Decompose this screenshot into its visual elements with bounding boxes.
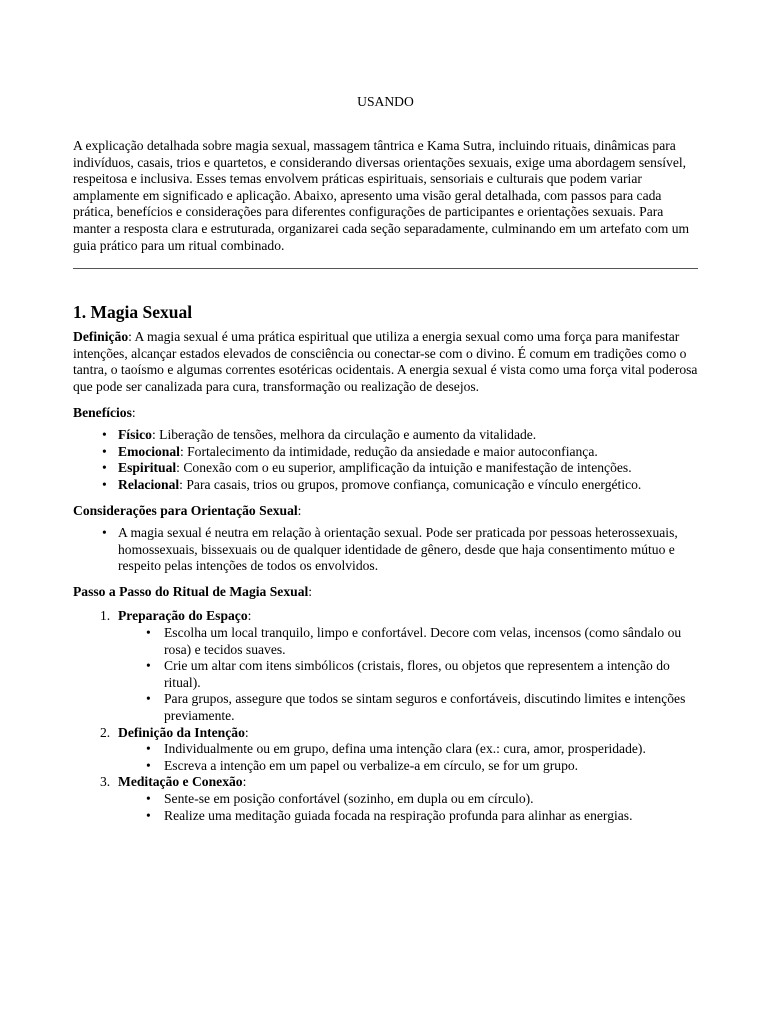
section-divider [73,268,698,269]
benefit-label: Emocional [118,443,180,459]
definition-text: : A magia sexual é uma prática espiritual que utiliza a energia sexual como uma força para manifestar intenções, alcançar estados elevados de consciência ou conectar-se com o divino. É comum em tradições como o tantra, o taoísmo e algumas correntes esotéricas ocidentais. A energia sexual é vista como uma força vital poderosa que pode ser canalizada para cura, transformação ou realização de desejos. [73,329,698,394]
benefit-text: : Fortalecimento da intimidade, redução da ansiedade e maior autoconfiança. [179,443,598,459]
orientation-list [73,525,698,575]
section-heading: 1. Magia Sexual [73,302,193,323]
step-label: Meditação e Conexão [118,774,243,790]
benefits-heading [73,405,698,422]
list-item [118,477,698,494]
step-sublist [118,791,698,824]
list-item: • Individualmente ou em grupo, defina uma intenção clara (ex.: cura, amor, prosperidade). [164,741,698,758]
steps-list [73,608,698,824]
step-number: 3. [100,774,111,790]
step-label: Preparação do Espaço [118,608,248,624]
orientation-label: Considerações para Orientação Sexual [73,502,298,518]
benefit-label: Relacional [118,476,180,492]
document-title: USANDO [357,94,414,109]
intro-paragraph: A explicação detalhada sobre magia sexual, massagem tântrica e Kama Sutra, incluindo rituais, dinâmicas para indivíduos, casais, trios e quartetos, e considerando diversas orientações sexuais, exige uma abordagem sensível, respeitosa e inclusiva. Esses temas envolvem práticas espirituais, sensoriais e culturais que podem variar amplamente em significado e aplicação. Abaixo, apresento uma visão geral detalhada, com passos para cada prática, benefícios e considerações para diferentes configurações de participantes e orientações sexuais. Para manter a resposta clara e estruturada, organizarei cada seção separadamente, culminando em um artefato com um guia prático para um ritual combinado. [73,138,690,253]
benefit-text: : Liberação de tensões, melhora da circulação e aumento da vitalidade. [151,427,537,443]
step-colon: : [244,724,249,740]
list-item [118,427,698,444]
list-item: • A magia sexual é neutra em relação à orientação sexual. Pode ser praticada por pessoas heterossexuais, homossexuais, bissexuais ou de qualquer identidade de gênero, desde que haja consentimento mútuo e respeito pelas intenções de todos os envolvidos. [118,525,698,575]
list-item: • Escreva a intenção em um papel ou verbalize-a em círculo, se for um grupo. [164,758,698,775]
list-item: • Escolha um local tranquilo, limpo e confortável. Decore com velas, incensos (como sândalo ou rosa) e tecidos suaves. [164,625,698,658]
step-number: 2. [100,724,111,740]
benefits-colon: : [131,404,136,420]
step-colon: : [242,774,247,790]
steps-colon: : [308,583,313,599]
step-item [100,724,698,775]
step-colon: : [247,608,252,624]
definition-label: Definição [73,329,129,345]
orientation-heading [73,503,698,520]
list-item: • Para grupos, assegure que todos se sintam seguros e confortáveis, discutindo limites e intenções previamente. [164,691,698,724]
list-item: • Crie um altar com itens simbólicos (cristais, flores, ou objetos que representem a intenção do ritual). [164,658,698,691]
benefits-list [73,427,698,493]
step-label: Definição da Intenção [118,724,245,740]
benefits-label: Benefícios [73,404,132,420]
benefit-text: : Para casais, trios ou grupos, promove confiança, comunicação e vínculo energético. [179,476,642,492]
document-page [73,0,698,824]
benefit-label: Espiritual [118,460,177,476]
orientation-colon: : [297,502,302,518]
definition-paragraph [73,329,698,395]
benefit-text: : Conexão com o eu superior, amplificação da intuição e manifestação de intenções. [176,460,632,476]
step-number: 1. [100,608,111,624]
step-sublist [118,625,698,725]
list-item [118,444,698,461]
steps-heading [73,584,698,601]
list-item [118,460,698,477]
list-item: • Realize uma meditação guiada focada na respiração profunda para alinhar as energias. [164,808,698,825]
steps-label: Passo a Passo do Ritual de Magia Sexual [73,583,309,599]
step-item [100,774,698,824]
step-sublist [118,741,698,774]
benefit-label: Físico [118,427,152,443]
step-item [100,608,698,724]
list-item: • Sente-se em posição confortável (sozinho, em dupla ou em círculo). [164,791,698,808]
